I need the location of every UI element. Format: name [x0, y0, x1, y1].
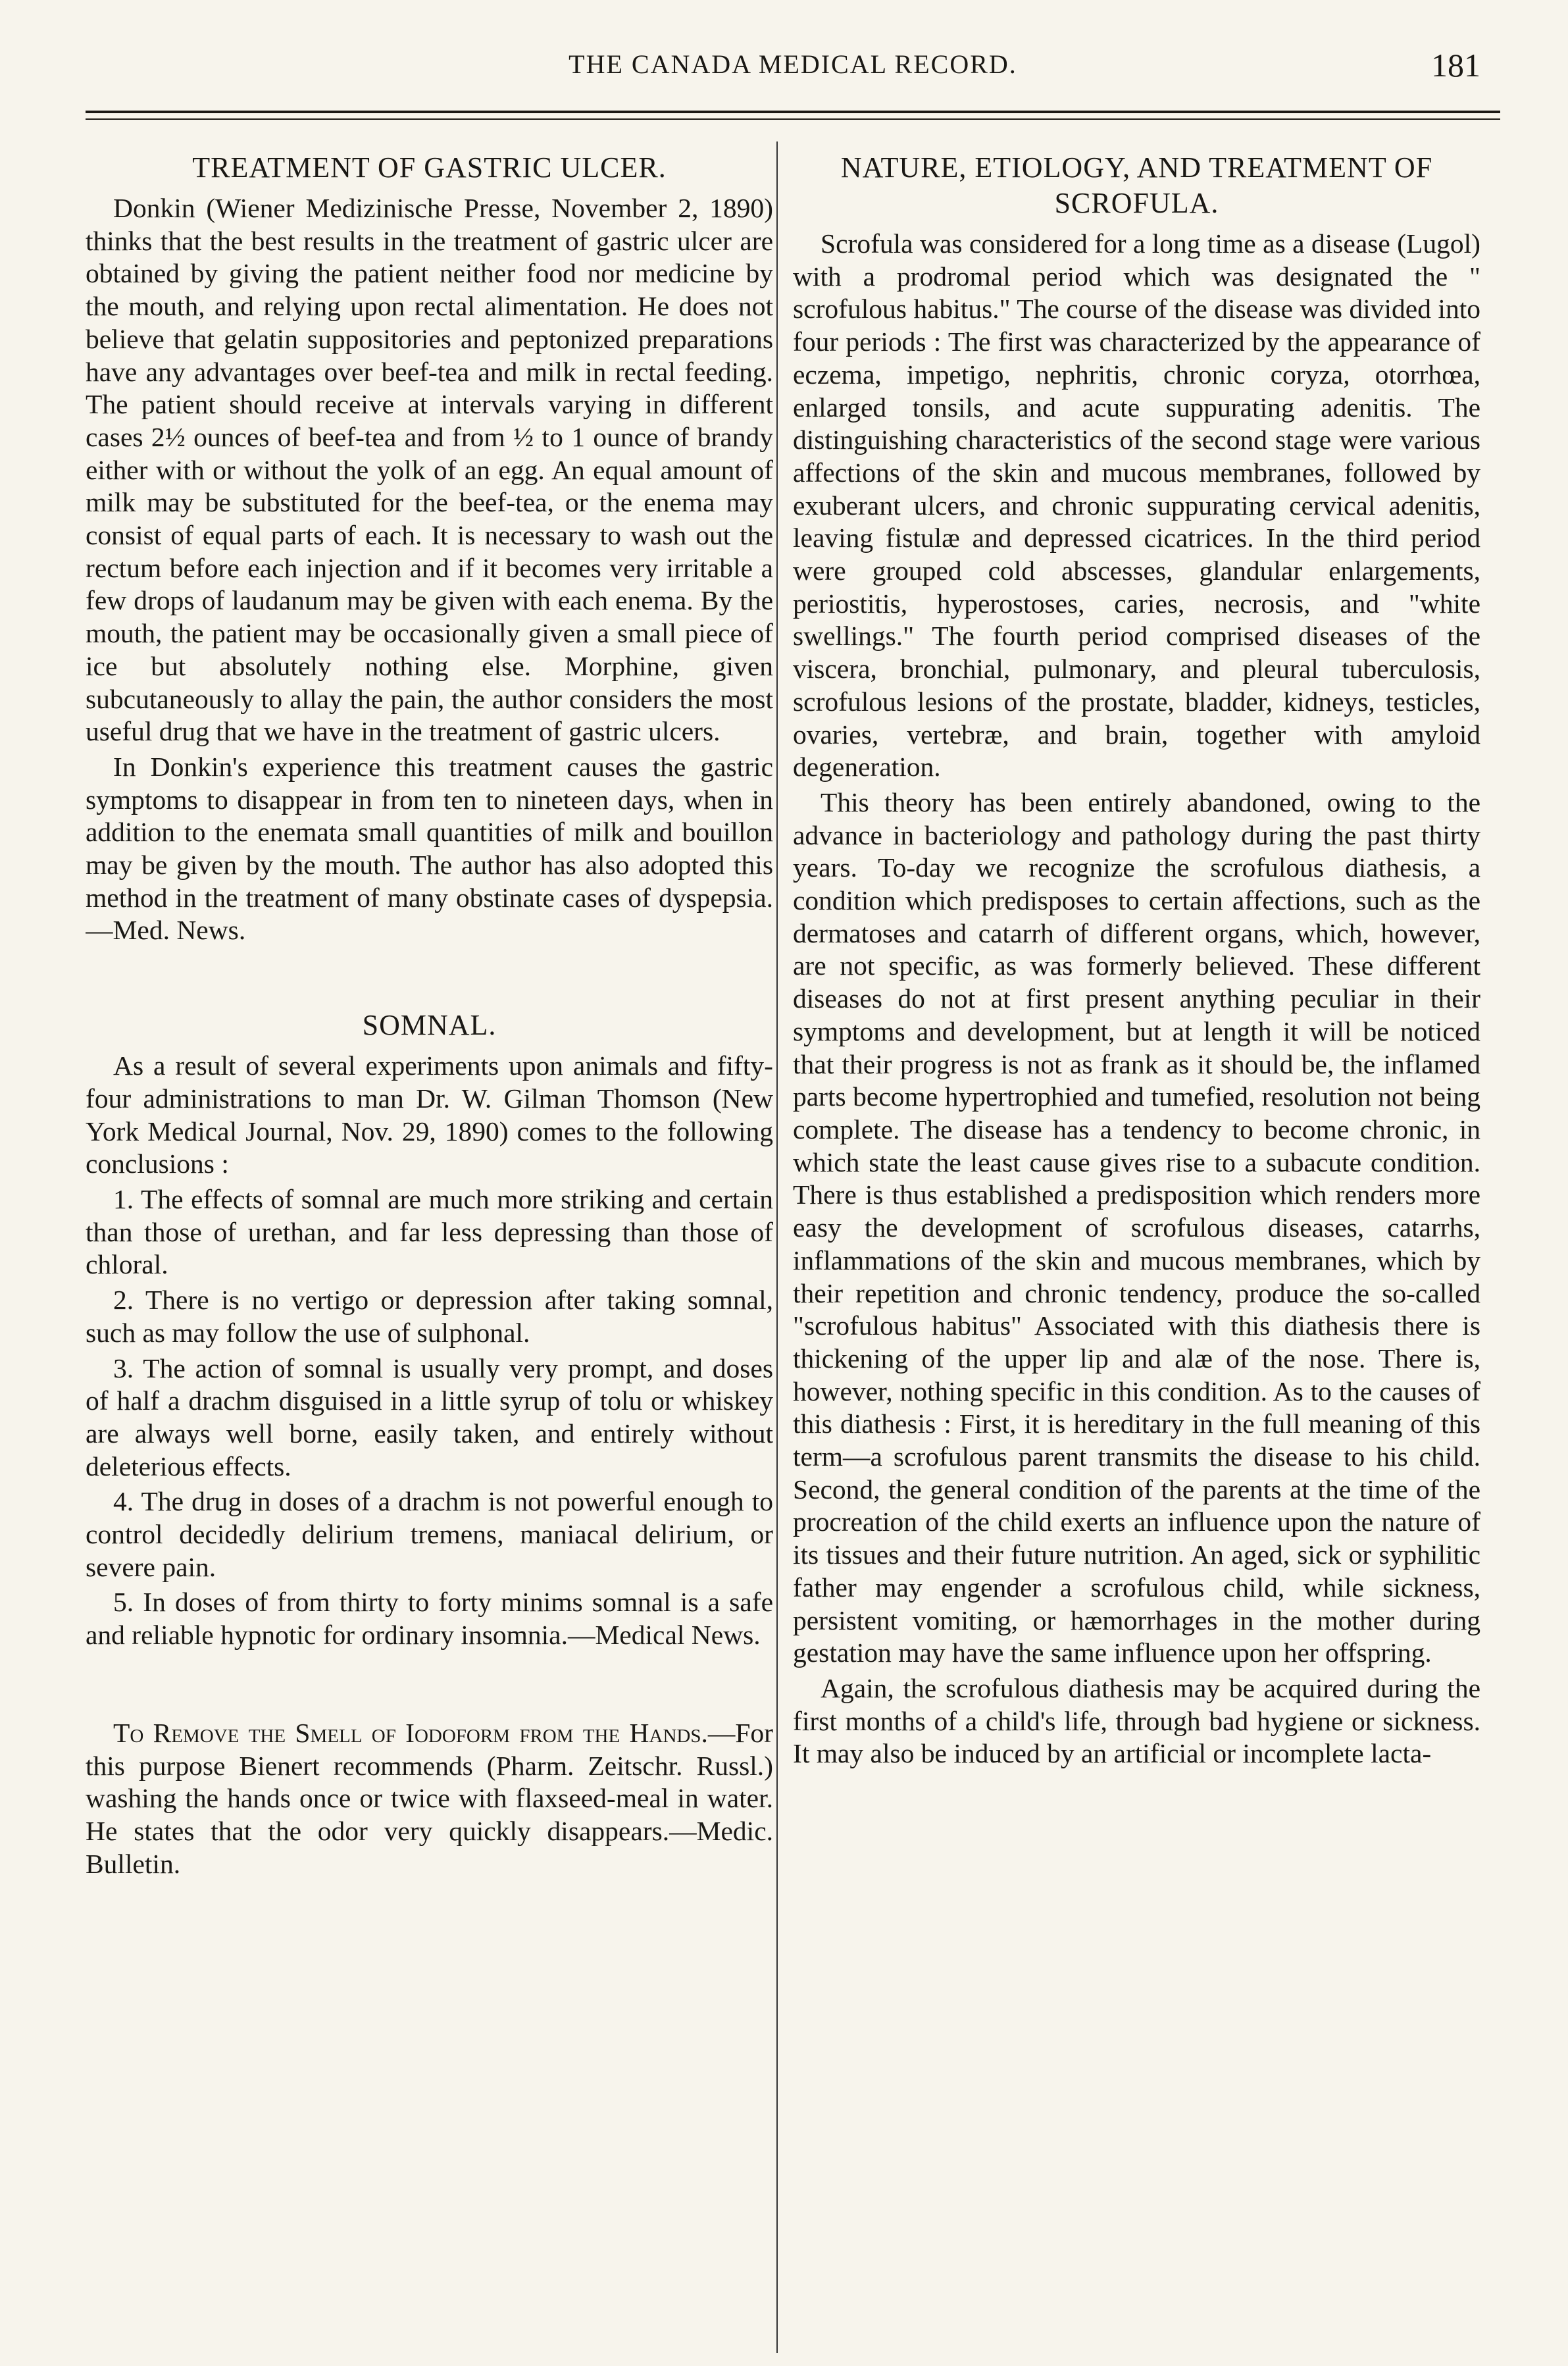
article-title-gastric-ulcer: TREATMENT OF GASTRIC ULCER.: [192, 151, 667, 184]
paragraph: As a result of several experiments upon animals and fifty-four administrations to man Dr. W. Gilman Thomson (New York Medical Journal, Nov. 29, 1890) comes to the following conclusions :: [86, 1050, 773, 1179]
page-number: 181: [1431, 47, 1480, 84]
paragraph: In Donkin's experience this treatment causes the gastric symptoms to disappear in from ten to nineteen days, when in addition to the enemata small quantities of milk and bouillon may be given by the mouth. The author has also adopted this method in the treatment of many obstinate cases of dyspepsia.—Med. News.: [86, 751, 773, 946]
paragraph-iodoform: [86, 1717, 773, 1881]
paragraph: This theory has been entirely abandoned, owing to the advance in bacteriology and pathology during the past thirty years. To-day we recognize the scrofulous diathesis, a condition which predisposes to certain affections, such as the dermatoses and catarrh of different organs, which, however, are not specific, as was formerly believed. These different diseases do not at first present anything peculiar in their symptoms and development, but at length it will be noticed that their progress is not as frank as it should be, the inflamed parts become hypertrophied and tumefied, resolution not being complete. The disease has a tendency to become chronic, in which state the least cause gives rise to a subacute condition. There is thus established a predisposition which renders more easy the development of scrofulous diseases, catarrhs, inflammations of the skin and mucous membranes, which by their repetition and chronic tendency, produce the so-called "scrofulous habitus" Associated with this diathesis there is thickening of the upper lip and alæ of the nose. There is, however, nothing specific in this condition. As to the causes of this diathesis : First, it is hereditary in the full meaning of this term—a scrofulous parent transmits the disease to his child. Second, the general condition of the parents at the time of the procreation of the child exerts an influence upon the nature of its tissues and their future nutrition. An aged, sick or syphilitic father may engender a scrofulous child, while sickness, persistent vomiting, or hæmorrhages in the mother during gestation may have the same influence upon her offspring.: [793, 786, 1480, 1668]
right-column: [793, 138, 1480, 2363]
list-item: 1. The effects of somnal are much more striking and certain than those of urethan, and far less depressing than those of chloral.: [86, 1183, 773, 1280]
article-title-somnal: SOMNAL.: [362, 1009, 497, 1042]
list-item: 3. The action of somnal is usually very prompt, and doses of half a drachm disguised in a little syrup of tolu or whiskey are always well borne, easily taken, and entirely without deleterious effects.: [86, 1352, 773, 1481]
list-item: 2. There is no vertigo or depression after taking somnal, such as may follow the use of sulphonal.: [86, 1285, 773, 1348]
header-rule-thin: [86, 118, 1500, 120]
paragraph: Again, the scrofulous diathesis may be acquired during the first months of a child's life, through bad hygiene or sickness. It may also be induced by an artificial or incomplete lacta-: [793, 1672, 1480, 1769]
list-item: 4. The drug in doses of a drachm is not powerful enough to control decidedly delirium tremens, maniacal delirium, or severe pain.: [86, 1486, 773, 1582]
paragraph: Scrofula was considered for a long time as a disease (Lugol) with a prodromal period which was designated the " scrofulous habitus." The course of the disease was divided into four periods : The first was characterized by the appearance of eczema, impetigo, nephritis, chronic coryza, otorrhœa, enlarged tonsils, and acute suppurating adenitis. The distinguishing characteristics of the second stage were various affections of the skin and mucous membranes, followed by exuberant ulcers, and chronic suppurating cervical adenitis, leaving fistulæ and depressed cicatrices. In the third period were grouped cold abscesses, glandular enlargements, periostitis, hyperostoses, caries, necrosis, and "white swellings." The fourth period comprised diseases of the viscera, bronchial, pulmonary, and pleural tuberculosis, scrofulous lesions of the prostate, bladder, kidneys, testicles, ovaries, vertebræ, and brain, together with amyloid degeneration.: [793, 228, 1480, 783]
run-in-heading: To Remove the Smell of Iodoform from the Hands.: [113, 1717, 708, 1748]
left-column: [86, 138, 773, 2363]
section-gap: [86, 950, 773, 996]
list-item: 5. In doses of from thirty to forty minims somnal is a safe and reliable hypnotic for ordinary insomnia.—Medical News.: [86, 1587, 773, 1651]
page-header: [86, 41, 1500, 87]
section-gap: [86, 1655, 773, 1717]
running-title: THE CANADA MEDICAL RECORD.: [569, 49, 1017, 79]
header-rule-thick: [86, 111, 1500, 113]
article-title-scrofula: NATURE, ETIOLOGY, AND TREATMENT OF SCROFULA.: [840, 151, 1433, 219]
paragraph: Donkin (Wiener Medizinische Presse, November 2, 1890) thinks that the best results in the treatment of gastric ulcer are obtained by giving the patient neither food nor medicine by the mouth, and relying upon rectal alimentation. He does not believe that gelatin suppositories and peptonized preparations have any advantages over beef-tea and milk in rectal feeding. The patient should receive at intervals varying in different cases 2½ ounces of beef-tea and from ½ to 1 ounce of brandy either with or without the yolk of an egg. An equal amount of milk may be substituted for the beef-tea, or the enema may consist of equal parts of each. It is necessary to wash out the rectum before each injection and if it becomes very irritable a few drops of laudanum may be given with each enema. By the mouth, the patient may be occasionally given a small piece of ice but absolutely nothing else. Morphine, given subcutaneously to allay the pain, the author considers the most useful drug that we have in the treatment of gastric ulcers.: [86, 193, 773, 747]
paragraph-body: —For this purpose Bienert recommends (Pharm. Zeitschr. Russl.) washing the hands once or twice with flaxseed-meal in water. He states that the odor very quickly disappears.—Medic. Bulletin.: [86, 1717, 773, 1879]
column-divider: [776, 141, 778, 2353]
